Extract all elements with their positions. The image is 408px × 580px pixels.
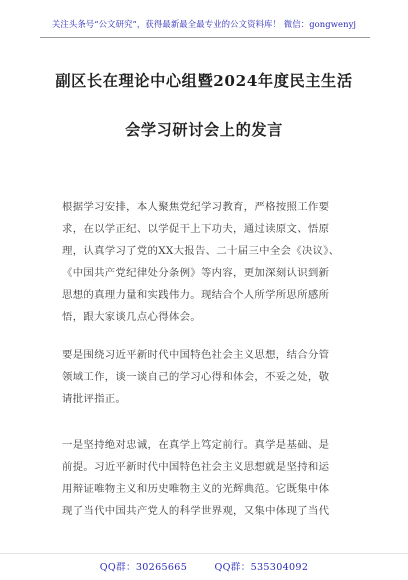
paragraph-line: 悟，跟大家谈几点心得体会。 — [62, 311, 201, 323]
paragraph-line: 领域工作，谈一谈自己的学习心得和体会，不妥之处，敬 — [62, 371, 330, 383]
footer-qq-group-1: QQ群：30265665 — [99, 562, 188, 573]
paragraph-line: 要是围绕习近平新时代中国特色社会主义思想，结合分管 — [62, 349, 330, 361]
paragraph-line: 现了当代中国共产党人的科学世界观，又集中体现了当代 — [62, 505, 330, 517]
paragraph-line: 理，认真学习了党的XX大报告、二十届三中全会《决议》、 — [62, 245, 340, 257]
paragraph-1 — [62, 196, 352, 328]
paragraph-3 — [62, 434, 352, 522]
paragraph-line: 一是坚持绝对忠诚，在真学上笃定前行。真学是基础、是 — [62, 439, 330, 451]
paragraph-line: 请批评指正。 — [62, 393, 127, 405]
document-title-line-1: 副区长在理论中心组暨2024年度民主生活 — [55, 72, 353, 90]
paragraph-line: 《中国共产党纪律处分条例》等内容，更加深刻认识到新 — [62, 267, 330, 279]
paragraph-line: 思想的真理力量和实践伟力。现结合个人所学所思所感所 — [62, 289, 330, 301]
paragraph-line: 求，在以学正纪、以学促干上下功夫，通过读原文、悟原 — [62, 223, 330, 235]
paragraph-line: 前提。习近平新时代中国特色社会主义思想就是坚持和运 — [62, 461, 330, 473]
footer-qq-group-2: QQ群：535304092 — [214, 562, 309, 573]
footer-divider — [0, 553, 408, 554]
footer-contact — [0, 559, 408, 573]
paragraph-line: 根据学习安排，本人聚焦党纪学习教育，严格按照工作要 — [62, 201, 330, 213]
paragraph-line: 用辩证唯物主义和历史唯物主义的光辉典范。它既集中体 — [62, 483, 330, 495]
paragraph-2 — [62, 344, 352, 410]
header-promo-text: 关注头条号“公文研究”，获得最新最全最专业的公文资料库！ 微信：gongwenyj — [51, 19, 357, 29]
header-divider — [40, 37, 370, 38]
document-title-line-2: 会学习研讨会上的发言 — [125, 121, 283, 139]
